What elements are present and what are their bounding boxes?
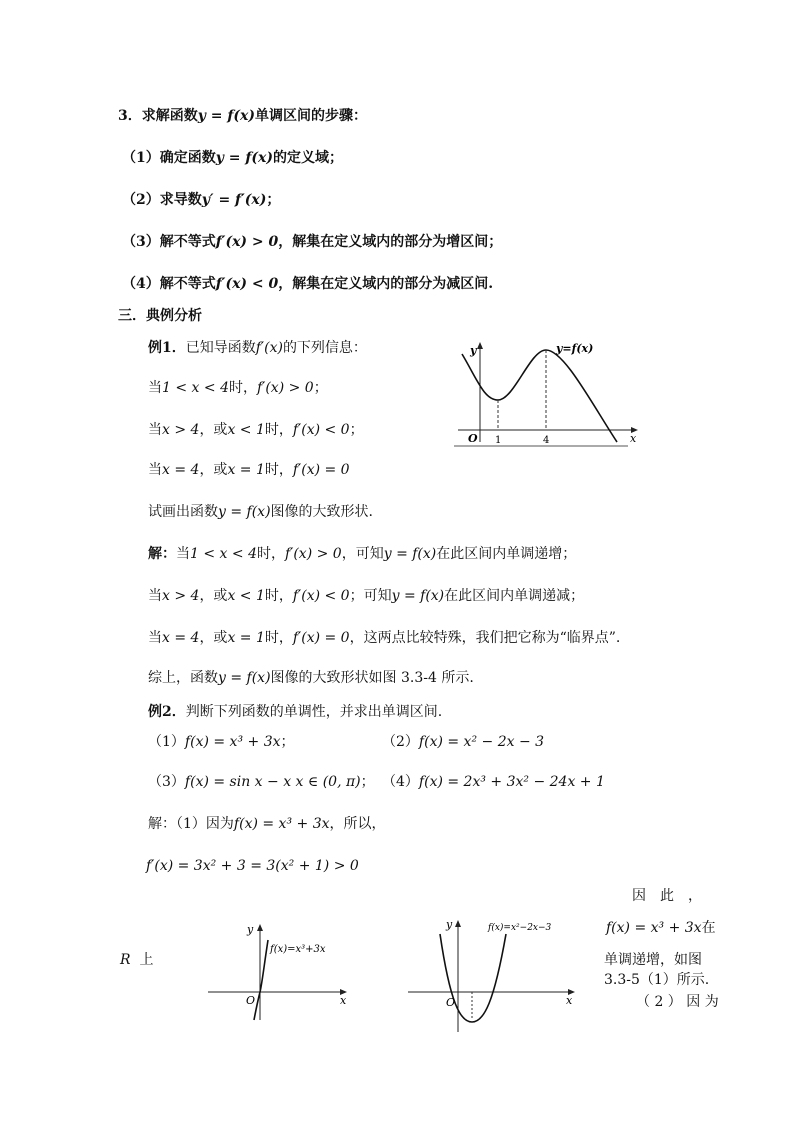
example1-condition-1: 当1 < x < 4时，f′(x) > 0； bbox=[148, 380, 328, 396]
fig2-x-label: x bbox=[340, 994, 347, 1007]
example1-summary: 综上，函数y = f(x)图像的大致形状如图 3.3-4 所示. bbox=[148, 670, 474, 686]
fig1-tick-1: 1 bbox=[495, 435, 502, 446]
example2-problem-4: （4）f(x) = 2x³ + 3x² − 24x + 1 bbox=[382, 774, 605, 790]
figure-cubic-graph bbox=[204, 916, 354, 1028]
fig2-y-arrow bbox=[257, 924, 263, 931]
step-1: （1）确定函数y = f(x)的定义域； bbox=[122, 150, 343, 166]
fig2-curve-label: f(x)=x³+3x bbox=[270, 944, 326, 955]
example2-derivative: f′(x) = 3x² + 3 = 3(x² + 1) > 0 bbox=[146, 858, 359, 874]
example2-problem-1: （1）f(x) = x³ + 3x； bbox=[148, 734, 295, 750]
example1-intro: 例1．已知导函数f′(x)的下列信息： bbox=[148, 340, 367, 356]
right-text-1: 因 此 ， bbox=[632, 888, 702, 904]
example1-solution-3: 当x = 4，或x = 1时，f′(x) = 0，这两点比较特殊，我们把它称为“临界点”. bbox=[148, 630, 621, 646]
fig1-tick-4: 4 bbox=[543, 435, 550, 446]
fig2-curve bbox=[254, 940, 268, 1020]
fig1-x-label: x bbox=[630, 432, 637, 445]
example1-condition-3: 当x = 4，或x = 1时，f′(x) = 0 bbox=[148, 462, 350, 478]
right-text-2: f(x) = x³ + 3x在 bbox=[606, 920, 716, 936]
fig1-y-arrow bbox=[477, 342, 483, 349]
section-heading: 三．典例分析 bbox=[118, 308, 202, 324]
left-text-R-on: R 上 bbox=[120, 952, 154, 968]
fig1-origin: O bbox=[468, 432, 478, 445]
fig1-curve-label: y=f(x) bbox=[556, 342, 594, 355]
step-2: （2）求导数y′ = f′(x)； bbox=[122, 192, 281, 208]
example1-question: 试画出函数y = f(x)图像的大致形状. bbox=[148, 504, 373, 520]
example1-condition-2: 当x > 4，或x < 1时，f′(x) < 0； bbox=[148, 422, 364, 438]
step-4: （4）解不等式f′(x) < 0，解集在定义域内的部分为减区间. bbox=[122, 276, 494, 292]
fig3-curve-label: f(x)=x²−2x−3 bbox=[488, 923, 552, 933]
example1-solution-1: 解：当1 < x < 4时，f′(x) > 0，可知y = f(x)在此区间内单调递增； bbox=[148, 546, 577, 562]
fig2-origin: O bbox=[246, 994, 256, 1007]
step-heading: 3．求解函数y = f(x)单调区间的步骤： bbox=[118, 108, 367, 124]
fig3-origin: O bbox=[446, 996, 456, 1009]
figure-quadratic-graph bbox=[406, 912, 580, 1036]
right-text-5: （ 2 ） 因 为 bbox=[636, 994, 719, 1010]
right-text-3: 单调递增，如图 bbox=[604, 952, 702, 968]
example2-problem-2: （2）f(x) = x² − 2x − 3 bbox=[382, 734, 545, 750]
fig3-x-label: x bbox=[566, 994, 573, 1007]
example2-problem-3: （3）f(x) = sin x − x x ∈ (0, π)； bbox=[148, 774, 375, 790]
figure-ex1-graph bbox=[452, 334, 642, 450]
right-text-4: 3.3-5（1）所示. bbox=[604, 972, 710, 988]
fig3-y-arrow bbox=[455, 920, 461, 927]
fig3-y-label: y bbox=[446, 918, 453, 931]
fig1-curve bbox=[462, 350, 617, 442]
example2-solution-intro: 解：（1）因为f(x) = x³ + 3x，所以， bbox=[148, 816, 386, 832]
step-3: （3）解不等式f′(x) > 0，解集在定义域内的部分为增区间； bbox=[122, 234, 503, 250]
example1-solution-2: 当x > 4，或x < 1时，f′(x) < 0；可知y = f(x)在此区间内单调递减； bbox=[148, 588, 585, 604]
fig2-y-label: y bbox=[247, 923, 254, 936]
example2-intro: 例2．判断下列函数的单调性，并求出单调区间. bbox=[148, 704, 443, 720]
fig1-y-label: y bbox=[470, 344, 477, 357]
